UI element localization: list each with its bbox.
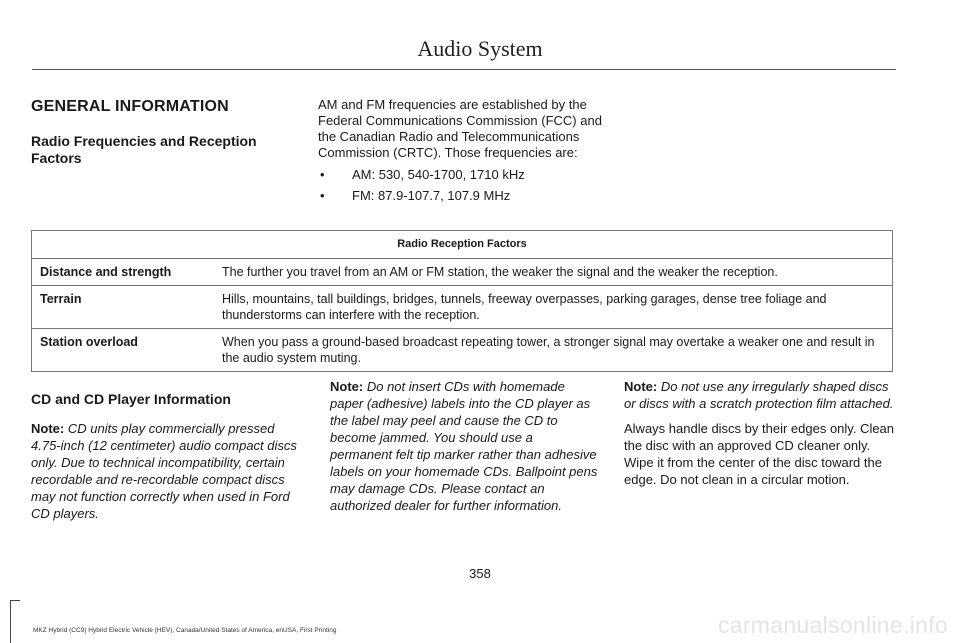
cd-column-3 <box>624 378 896 496</box>
list-item: • AM: 530, 540-1700, 1710 kHz <box>320 167 525 182</box>
subsection-heading: Radio Frequencies and Reception Factors <box>31 133 257 166</box>
table-row <box>32 259 893 286</box>
cd-column-2 <box>330 378 598 522</box>
header-divider <box>32 69 896 70</box>
cd-handling-paragraph: Always handle discs by their edges only. Clean the disc with an approved CD cleaner only. Wipe it from the center of the disc toward the edge. Do not clean in a circular motion. <box>624 421 895 487</box>
frequency-list <box>318 167 608 204</box>
watermark: carmanualsonline.info <box>717 612 948 638</box>
section-heading: GENERAL INFORMATION <box>31 98 229 115</box>
table-cell-factor: Station overload <box>32 329 215 372</box>
cd-note-3: Note: Do not use any irregularly shaped discs or discs with a scratch protection film attached. <box>624 379 894 411</box>
bullet-icon: • <box>320 188 325 203</box>
table-cell-factor: Distance and strength <box>32 259 215 286</box>
table-cell-description: When you pass a ground-based broadcast repeating tower, a stronger signal may overtake a weaker one and result in the audio system muting. <box>214 329 893 372</box>
table-cell-description: The further you travel from an AM or FM station, the weaker the signal and the weaker the reception. <box>214 259 893 286</box>
cd-column-1 <box>31 385 301 530</box>
page-number: 358 <box>469 566 491 581</box>
intro-paragraph: AM and FM frequencies are established by the Federal Communications Commission (FCC) and the Canadian Radio and Telecommunications Commission (CRTC). Those frequencies are: <box>318 97 602 160</box>
bullet-icon: • <box>320 167 325 182</box>
cd-note-2: Note: Do not insert CDs with homemade paper (adhesive) labels into the CD player as the label may peel and cause the CD to become jammed. You should use a permanent felt tip marker rather than adhesive labels on your homemade CDs. Ballpoint pens may damage CDs. Please contact an authorized dealer for further information. <box>330 379 598 513</box>
list-item: • FM: 87.9-107.7, 107.9 MHz <box>320 188 511 203</box>
crop-mark <box>10 600 20 601</box>
cd-note-1: Note: CD units play commercially pressed 4.75-inch (12 centimeter) audio compact discs only. Due to technical incompatibility, certain recordable and re-recordable compact discs may not function correctly when used in Ford CD players. <box>31 421 297 521</box>
crop-mark <box>10 600 11 643</box>
table-caption: Radio Reception Factors <box>32 231 893 259</box>
footer-text: MKZ Hybrid (CC9) Hybrid Electric Vehicle (HEV), Canada/United States of America, enUSA, First Printing <box>33 627 337 634</box>
table-header-row <box>32 231 893 259</box>
cd-heading: CD and CD Player Information <box>31 391 231 407</box>
page-header-title: Audio System <box>417 36 543 61</box>
radio-reception-factors-table <box>31 230 893 372</box>
table-cell-factor: Terrain <box>32 286 215 329</box>
table-row <box>32 329 893 372</box>
table-row <box>32 286 893 329</box>
table-cell-description: Hills, mountains, tall buildings, bridges, tunnels, freeway overpasses, parking garages, dense tree foliage and thunderstorms can interfere with the reception. <box>214 286 893 329</box>
frequency-intro <box>318 97 608 209</box>
